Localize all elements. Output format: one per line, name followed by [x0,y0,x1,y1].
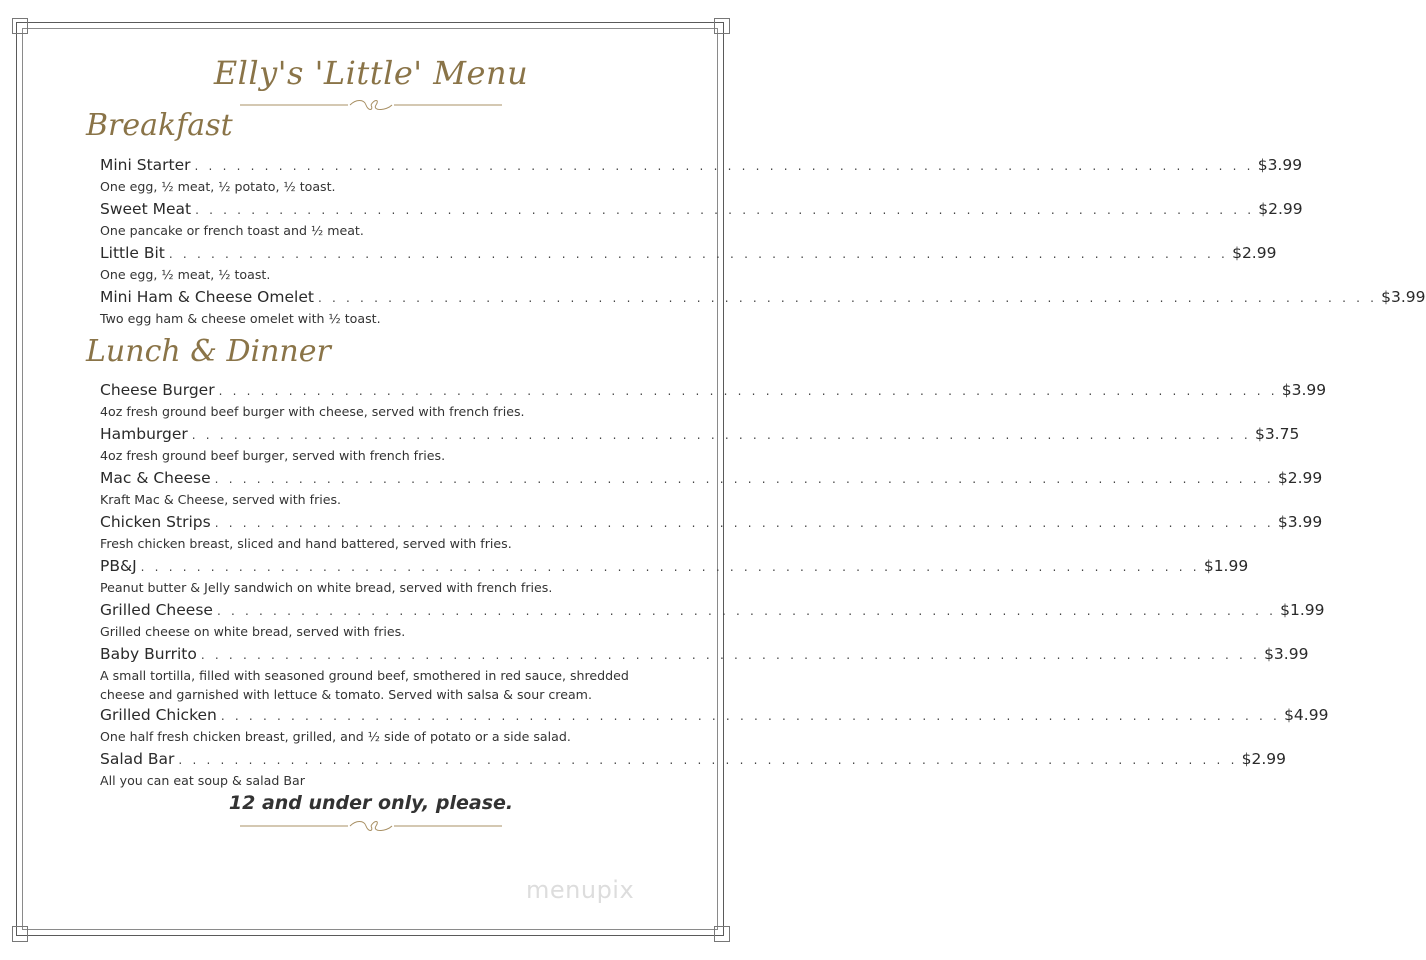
item-price: $2.99 [1258,200,1303,218]
item-name: Grilled Chicken [100,706,217,724]
corner-ornament [714,926,730,942]
item-description: Peanut butter & Jelly sandwich on white bread, served with french fries. [100,580,553,595]
item-name: Salad Bar [100,750,175,768]
item-description: A small tortilla, filled with seasoned ground beef, smothered in red sauce, shredded cheese and garnished with lettuce & tomato. Served with salsa & sour cream. [100,668,629,702]
section-lunch-dinner: Lunch & Dinner [86,334,331,369]
menu-item: Mac & Cheese . . . . . . . . . . . . . . . . . . . . . . . . . . . . . . . . . . . . . . . . . . . . . . . . . . . . . . . . . . . . . . . . . . . . . . . . . . . . $2.99 Kraft Mac & Cheese, served with fries. [100,469,1323,507]
item-description: Fresh chicken breast, sliced and hand battered, served with fries. [100,536,512,551]
corner-ornament [714,18,730,34]
section-breakfast: Breakfast [86,108,233,143]
item-description: Two egg ham & cheese omelet with ½ toast. [100,311,381,326]
item-price: $3.99 [1257,156,1303,174]
menu-title: Elly's 'Little' Menu [213,54,529,92]
item-price: $2.99 [1232,244,1277,262]
item-price: $1.99 [1280,601,1325,619]
menu-item: Salad Bar . . . . . . . . . . . . . . . . . . . . . . . . . . . . . . . . . . . . . . . . . . . . . . . . . . . . . . . . . . . . . . . . . . . . . . . . . . . . $2.99 All you can eat soup & salad Bar [100,750,1286,788]
item-name: Hamburger [100,425,188,443]
menupix-watermark: menupix [526,876,635,904]
item-name: PB&J [100,557,137,575]
item-name: Mac & Cheese [100,469,211,487]
item-name: Cheese Burger [100,381,215,399]
item-name: Little Bit [100,244,165,262]
corner-ornament [12,18,28,34]
menu-item: Mini Ham & Cheese Omelet . . . . . . . . . . . . . . . . . . . . . . . . . . . . . . . . . . . . . . . . . . . . . . . . . . . . . . . . . . . . . . . . . . . . . . . . . . . . $3.99 Two egg ham & cheese omelet with ½ toast. [100,288,1426,326]
item-description: One egg, ½ meat, ½ toast. [100,267,271,282]
item-description: Grilled cheese on white bread, served with fries. [100,624,406,639]
item-name: Mini Ham & Cheese Omelet [100,288,314,306]
menu-item: Chicken Strips . . . . . . . . . . . . . . . . . . . . . . . . . . . . . . . . . . . . . . . . . . . . . . . . . . . . . . . . . . . . . . . . . . . . . . . . . . . . $3.99 Fresh chicken breast, sliced and hand battered, served with fries. [100,513,1323,551]
menu-item: Hamburger . . . . . . . . . . . . . . . . . . . . . . . . . . . . . . . . . . . . . . . . . . . . . . . . . . . . . . . . . . . . . . . . . . . . . . . . . . . . $3.75 4oz fresh ground beef burger, served with french fries. [100,425,1300,463]
item-price: $1.99 [1203,557,1249,575]
item-price: $4.99 [1284,706,1329,724]
menu-item: PB&J . . . . . . . . . . . . . . . . . . . . . . . . . . . . . . . . . . . . . . . . . . . . . . . . . . . . . . . . . . . . . . . . . . . . . . . . . . . . $1.99 Peanut butter & Jelly sandwich on white bread, served with french fries. [100,557,1249,595]
menu-item: Grilled Chicken . . . . . . . . . . . . . . . . . . . . . . . . . . . . . . . . . . . . . . . . . . . . . . . . . . . . . . . . . . . . . . . . . . . . . . . . . . . . $4.99 One half fresh chicken breast, grilled, and ½ side of potato or a side salad. [100,706,1329,744]
item-name: Baby Burrito [100,645,197,663]
item-description: All you can eat soup & salad Bar [100,773,305,788]
item-description: 4oz fresh ground beef burger with cheese, served with french fries. [100,404,525,419]
corner-ornament [12,926,28,942]
menu-item: Little Bit . . . . . . . . . . . . . . . . . . . . . . . . . . . . . . . . . . . . . . . . . . . . . . . . . . . . . . . . . . . . . . . . . . . . . . . . . . . . $2.99 One egg, ½ meat, ½ toast. [100,244,1277,282]
footer-flourish [240,820,502,832]
menu-item: Grilled Cheese . . . . . . . . . . . . . . . . . . . . . . . . . . . . . . . . . . . . . . . . . . . . . . . . . . . . . . . . . . . . . . . . . . . . . . . . . . . . $1.99 Grilled cheese on white bread, served with fries. [100,601,1325,639]
item-price: $3.99 [1381,288,1426,306]
item-description: 4oz fresh ground beef burger, served with french fries. [100,448,446,463]
item-price: $3.99 [1281,381,1327,399]
menu-item: Cheese Burger . . . . . . . . . . . . . . . . . . . . . . . . . . . . . . . . . . . . . . . . . . . . . . . . . . . . . . . . . . . . . . . . . . . . . . . . . . . . $3.99 4oz fresh ground beef burger with cheese, served with french fries. [100,381,1327,419]
item-description: One pancake or french toast and ½ meat. [100,223,364,238]
menu-item: Sweet Meat . . . . . . . . . . . . . . . . . . . . . . . . . . . . . . . . . . . . . . . . . . . . . . . . . . . . . . . . . . . . . . . . . . . . . . . . . . . . $2.99 One pancake or french toast and ½ meat. [100,200,1303,238]
item-description: One egg, ½ meat, ½ potato, ½ toast. [100,179,336,194]
item-price: $3.99 [1277,513,1323,531]
menu-item: Mini Starter . . . . . . . . . . . . . . . . . . . . . . . . . . . . . . . . . . . . . . . . . . . . . . . . . . . . . . . . . . . . . . . . . . . . . . . . . . . . $3.99 One egg, ½ meat, ½ potato, ½ toast. [100,156,1303,194]
item-price: $2.99 [1241,750,1286,768]
item-name: Grilled Cheese [100,601,213,619]
item-name: Mini Starter [100,156,191,174]
item-price: $3.75 [1254,425,1300,443]
item-description: Kraft Mac & Cheese, served with fries. [100,492,342,507]
menu-item: Baby Burrito . . . . . . . . . . . . . . . . . . . . . . . . . . . . . . . . . . . . . . . . . . . . . . . . . . . . . . . . . . . . . . . . . . . . . . . . . . . . $3.99 A small tortilla, filled with seasoned ground beef, smothered in red sauce, shredded cheese and garnished with lettuce & tomato. Served with salsa & sour cream. [100,645,1309,702]
age-note: 12 and under only, please. [228,792,514,814]
item-description: One half fresh chicken breast, grilled, and ½ side of potato or a side salad. [100,729,571,744]
item-price: $2.99 [1277,469,1323,487]
title-flourish [240,99,502,111]
item-name: Sweet Meat [100,200,192,218]
item-price: $3.99 [1264,645,1309,663]
item-name: Chicken Strips [100,513,211,531]
